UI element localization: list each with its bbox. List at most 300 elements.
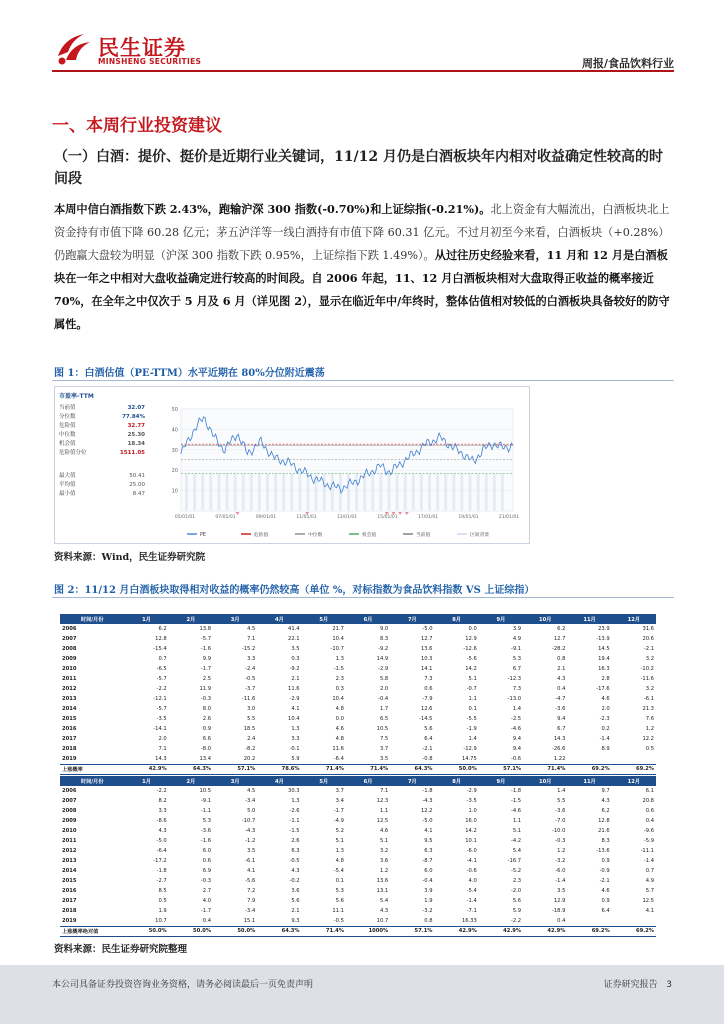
table-cell: 1.0: [468, 808, 477, 814]
table-cell: 9月: [479, 776, 523, 786]
table-row: [60, 866, 656, 876]
table-cell: -13.0: [507, 696, 522, 702]
table-cell: 0.9: [601, 898, 610, 904]
monthly-return-table-1: [60, 614, 656, 775]
table-cell: [612, 916, 656, 926]
table-cell: -2.4: [245, 666, 256, 672]
table-cell: -2.1: [643, 646, 654, 652]
table-cell: 14.3: [155, 755, 167, 762]
table-cell: 4.1: [247, 868, 256, 874]
background-band: [242, 474, 245, 511]
table-cell: 71.4%: [523, 764, 567, 774]
table-cell: 11月: [567, 776, 611, 786]
table-row: [60, 896, 656, 906]
table-cell: -17.2: [153, 858, 167, 864]
table-cell: 4.6: [601, 696, 610, 702]
chart-legend: [187, 531, 489, 538]
table-cell: 13.8: [199, 626, 212, 632]
row-label: 时间/月份: [60, 776, 124, 786]
table-cell: 12.6: [420, 706, 433, 712]
table-cell: 9月: [479, 614, 523, 624]
table-cell: 6.9: [202, 868, 212, 874]
table-cell: 8月: [435, 614, 479, 624]
table-cell: 9.7: [601, 788, 610, 794]
table-cell: 12.3: [376, 798, 389, 804]
row-label: 2013: [62, 696, 77, 702]
table-cell: 5.3: [335, 888, 344, 894]
paragraph-lead: 本周中信白酒指数下跌 2.43%，跑输沪深 300 指数(-0.70%)和上证综指(-0.21%)。: [54, 202, 491, 216]
table-cell: 6.2: [601, 808, 610, 814]
row-label: 2011: [62, 676, 77, 682]
table-cell: -4.3: [245, 828, 256, 834]
stat-value: 1511.05: [119, 450, 145, 456]
table-cell: 12.8: [598, 818, 610, 824]
table-cell: 3.2: [645, 656, 654, 662]
table-cell: 11.1: [332, 908, 344, 914]
table-cell: -7.9: [422, 696, 433, 702]
background-band: [388, 474, 391, 511]
table-row: [60, 886, 656, 896]
table-cell: 6.7: [557, 726, 566, 732]
page-header: [0, 0, 724, 76]
table-cell: -3.4: [245, 798, 256, 804]
background-band: [412, 474, 415, 511]
section-title: 一、本周行业投资建议: [52, 116, 222, 136]
table-cell: 64.3%: [169, 764, 213, 774]
table-cell: -0.6: [466, 868, 477, 874]
table-cell: 6.0: [424, 868, 433, 874]
table-cell: -12.3: [507, 676, 522, 682]
table-cell: -11.6: [640, 676, 654, 682]
table-cell: 3.6: [291, 888, 300, 894]
table-cell: -15.2: [241, 646, 256, 652]
table-cell: 1.1: [379, 808, 389, 814]
table-cell: 2.6: [202, 716, 212, 722]
y-tick-label: 40: [171, 427, 178, 434]
table-cell: -7.1: [466, 908, 477, 914]
table-cell: 5.1: [335, 838, 344, 844]
table-cell: 11.6: [332, 746, 344, 752]
table-cell: 57.1%: [390, 926, 434, 936]
subsection-title: （一）白酒：提价、挺价是近期行业关键词，11/12 月仍是白酒板块年内相对收益确定性较高的时间段: [54, 149, 663, 187]
table-cell: 4.1: [291, 706, 300, 712]
table-cell: -2.9: [378, 666, 389, 672]
table-row: [60, 876, 656, 886]
table-cell: 21.3: [642, 706, 654, 712]
table-cell: 0.2: [601, 726, 610, 732]
table-cell: 4.1: [645, 908, 654, 914]
table-cell: -1.6: [200, 646, 212, 652]
table-cell: -14.1: [153, 726, 167, 732]
table-cell: 10.5: [199, 788, 212, 794]
table-cell: -3.5: [156, 716, 167, 722]
table-cell: 5.6: [512, 898, 522, 904]
table-cell: 71.4%: [302, 926, 346, 936]
stat-value: 32.77: [127, 423, 145, 429]
table-cell: 69.2%: [612, 764, 656, 774]
stat-value: 25.00: [129, 482, 145, 488]
table-cell: 4.5: [247, 788, 256, 794]
table-cell: -5.4: [333, 868, 344, 874]
legend-label: 机会值: [362, 533, 377, 538]
row-label: 2017: [62, 736, 77, 742]
table-cell: -1.7: [200, 666, 212, 672]
table-cell: 13.4: [199, 755, 212, 762]
table-cell: -3.7: [245, 686, 256, 692]
stat-label: 最小值: [59, 491, 76, 497]
table-cell: 12.5: [376, 818, 389, 824]
row-label: 时间/月份: [60, 614, 124, 624]
table-cell: 10.7: [376, 917, 389, 924]
row-label: 2018: [62, 908, 77, 914]
stat-label: 危险值分位: [59, 450, 87, 456]
table-row: [60, 654, 656, 664]
table-cell: 0.0: [335, 716, 344, 722]
table-cell: 4.9: [645, 878, 654, 884]
table-row: [60, 856, 656, 866]
table-cell: 10.1: [465, 838, 477, 844]
table-cell: 2月: [169, 776, 213, 786]
table-cell: [612, 754, 656, 764]
table-cell: -8.0: [200, 746, 212, 752]
table-cell: 4.8: [335, 706, 344, 712]
background-band: [250, 474, 253, 511]
table-row: [60, 744, 656, 754]
table-cell: 14.1: [420, 666, 433, 672]
table-cell: 3.5: [379, 755, 389, 762]
table-cell: 30.3: [288, 788, 300, 794]
table-cell: 10.3: [420, 656, 433, 662]
table-cell: -0.4: [378, 696, 389, 702]
table-cell: 9.4: [557, 716, 566, 722]
background-band: [436, 474, 439, 511]
x-tick-label: 09/01/01: [255, 515, 277, 520]
table-cell: 0.9: [202, 726, 212, 732]
table-cell: 12.7: [420, 636, 433, 642]
monthly-return-table-2: [60, 776, 656, 937]
brand-name-cn: 民生证券: [98, 36, 186, 60]
table-cell: -4.9: [333, 818, 344, 824]
table-cell: 1.22: [553, 755, 566, 762]
table-cell: 50.0%: [213, 926, 257, 936]
event-marker: [398, 512, 402, 515]
table-cell: 50.0%: [169, 926, 213, 936]
table-cell: -2.2: [156, 686, 167, 692]
table-cell: 16.33: [461, 917, 477, 924]
table-cell: 5.5: [557, 798, 566, 804]
table-cell: 8月: [435, 776, 479, 786]
table-cell: 11.6: [288, 686, 300, 692]
figure2-caption: 图 2：11/12 月白酒板块取得相对收益的概率仍然较高（单位 %，对标指数为食品饮料指数 VS 上证综指）: [54, 585, 535, 596]
stats-panel: [59, 403, 145, 456]
x-tick-label: 15/01/01: [377, 515, 398, 520]
table-row: [60, 704, 656, 714]
table-cell: 6.3: [424, 848, 433, 854]
table-cell: 5.9: [512, 908, 522, 914]
stat-label: 中位数: [59, 432, 76, 438]
table-cell: 21.6: [598, 828, 610, 834]
table-cell: -1.7: [200, 908, 212, 914]
table-cell: -18.9: [551, 908, 566, 914]
table-cell: -0.6: [510, 755, 522, 762]
table-cell: 9.0: [379, 626, 389, 632]
stat-label: 当前值: [59, 405, 76, 411]
table-row: [60, 644, 656, 654]
row-label: 2007: [62, 798, 77, 804]
background-band: [298, 474, 301, 511]
table-cell: -1.8: [422, 788, 433, 794]
table-cell: 0.6: [645, 808, 654, 814]
table-cell: 12.7: [553, 636, 566, 642]
table-cell: -0.3: [200, 878, 212, 884]
page-footer: [0, 965, 724, 1024]
table-cell: -6.5: [156, 666, 167, 672]
table-cell: 8.0: [202, 706, 212, 712]
row-label: 2011: [62, 838, 77, 844]
table-cell: -3.5: [466, 798, 477, 804]
probability-row: [60, 764, 656, 774]
paragraph-body: 北上资金有大幅流出，白酒板块北上资金持有市值下降 60.28 亿元；茅五泸洋等一线白酒持有市值下降 60.31 亿元。不过月初至今来看，白酒板块（+0.28%）仍跑赢大盘较为明显（沪深 300 指数下跌 0.95%，上证综指下跌 1.49%）。: [54, 203, 670, 262]
table-cell: -15.4: [153, 646, 167, 652]
table-cell: -13.9: [596, 636, 610, 642]
background-band: [234, 474, 237, 511]
footer-disclaimer: 本公司具备证券投资咨询业务资格，请务必阅读最后一页免责声明: [52, 980, 314, 990]
table-cell: 6月: [346, 614, 390, 624]
table-cell: 12.5: [642, 898, 654, 904]
table-cell: -26.6: [551, 746, 566, 752]
table-cell: 14.75: [461, 755, 477, 762]
legend-label: 危险值: [254, 533, 269, 538]
table-cell: -4.3: [422, 798, 433, 804]
table-cell: -0.5: [333, 917, 344, 924]
x-tick-label: 19/01/01: [458, 515, 479, 520]
background-band: [493, 474, 496, 511]
table-cell: 1.2: [379, 868, 389, 874]
table-cell: -3.2: [422, 908, 433, 914]
x-tick-label: 07/01/01: [215, 515, 236, 520]
table-cell: -1.4: [643, 858, 654, 864]
row-label: 2015: [62, 878, 77, 884]
table-cell: 5月: [302, 776, 346, 786]
table-cell: 3.3: [247, 656, 256, 662]
table-cell: -4.2: [510, 838, 522, 844]
table-cell: 8.3: [379, 636, 389, 642]
background-band: [266, 474, 269, 511]
table-cell: 2.6: [291, 838, 300, 844]
table-cell: 0.9: [601, 858, 610, 864]
table-cell: 2.1: [291, 676, 300, 682]
table-cell: 0.7: [645, 868, 654, 874]
table-cell: -0.8: [422, 755, 433, 762]
background-band: [331, 474, 334, 511]
table-cell: 4.0: [468, 878, 477, 884]
table-cell: 3.9: [424, 888, 433, 894]
table-cell: -9.1: [200, 798, 212, 804]
table-cell: -12.9: [463, 746, 477, 752]
table-cell: -0.5: [245, 676, 256, 682]
row-label: 2019: [62, 917, 77, 924]
table-cell: 5.6: [424, 726, 433, 732]
table-cell: -11.1: [640, 848, 654, 854]
table-cell: 5.2: [335, 828, 344, 834]
table-cell: 9.9: [202, 656, 212, 662]
table-cell: 50.0%: [435, 764, 479, 774]
table-cell: 0.8: [424, 917, 433, 924]
x-tick-label: 21/01/01: [498, 515, 520, 520]
table-cell: 57.1%: [213, 764, 257, 774]
table-cell: 0.3: [335, 686, 344, 692]
table-cell: 42.9%: [124, 764, 168, 774]
table-cell: 0.1: [335, 878, 344, 884]
background-band: [501, 474, 504, 511]
table-cell: 7.1: [158, 746, 167, 752]
footer-report-label: 证券研究报告: [603, 980, 658, 990]
table-cell: 69.2%: [567, 926, 611, 936]
table-cell: -28.2: [551, 646, 566, 652]
table-cell: 42.9%: [435, 926, 479, 936]
table-cell: -9.6: [643, 828, 654, 834]
table-row: [60, 806, 656, 816]
x-tick-label: 11/01/01: [296, 515, 317, 520]
table-cell: 0.1: [468, 706, 477, 712]
table-cell: 4.3: [158, 828, 167, 834]
table-cell: 4.1: [424, 828, 433, 834]
table-cell: 5.4: [379, 898, 389, 904]
legend-label: 区间背景: [470, 533, 490, 538]
table-cell: 5.8: [379, 676, 389, 682]
table-cell: -3.6: [555, 808, 566, 814]
table-cell: -10.7: [241, 818, 256, 824]
table-cell: -2.7: [156, 878, 167, 884]
table-row: [60, 684, 656, 694]
table-cell: -4.6: [510, 726, 522, 732]
table-cell: 7.2: [247, 888, 256, 894]
background-band: [185, 474, 188, 511]
table-row: [60, 714, 656, 724]
background-band: [282, 474, 285, 511]
table-cell: 3.2: [379, 848, 389, 854]
table-cell: 3.7: [379, 746, 389, 752]
table-cell: 3.0: [247, 706, 256, 712]
table-cell: 3.4: [335, 798, 344, 804]
table-cell: -5.4: [466, 888, 477, 894]
table-cell: -6.1: [643, 696, 654, 702]
table-cell: 3.5: [247, 848, 256, 854]
table-cell: 57.1%: [479, 764, 523, 774]
table-cell: 12.8: [155, 636, 167, 642]
table-cell: 22.1: [288, 636, 300, 642]
table-row: [60, 634, 656, 644]
table-cell: -5.0: [422, 818, 433, 824]
table-cell: 2.7: [202, 888, 212, 894]
table-cell: 2.3: [335, 676, 344, 682]
table-cell: 6.4: [424, 736, 433, 742]
table-cell: 2.1: [557, 666, 566, 672]
table-cell: 20.2: [243, 755, 256, 762]
table-cell: 78.6%: [257, 764, 301, 774]
table-cell: -2.9: [466, 788, 477, 794]
table-cell: 10.4: [288, 716, 300, 722]
table-cell: 4.6: [335, 726, 344, 732]
figure1-caption: 图 1：白酒估值（PE-TTM）水平近期在 80%分位附近震荡: [54, 368, 325, 379]
stat-label: 机会值: [59, 441, 76, 447]
table-cell: 5.3: [512, 656, 522, 662]
table-cell: 4.8: [335, 858, 344, 864]
table-cell: -6.0: [555, 868, 566, 874]
table-cell: 4.6: [379, 828, 389, 834]
table-cell: 0.4: [202, 917, 212, 924]
table-cell: -2.3: [599, 716, 610, 722]
table-cell: -6.4: [333, 755, 344, 762]
table-cell: 16.3: [598, 666, 610, 672]
table-row: [60, 624, 656, 634]
table-cell: 7.5: [379, 736, 389, 742]
table-cell: 21.7: [332, 626, 344, 632]
table-cell: 13.6: [420, 646, 433, 652]
table-row: [60, 754, 656, 764]
table-cell: 3月: [213, 776, 257, 786]
table-cell: 4.3: [601, 798, 610, 804]
table-cell: -1.5: [289, 828, 300, 834]
background-band: [363, 474, 366, 511]
table-cell: 12月: [612, 614, 656, 624]
table-row: [60, 796, 656, 806]
table-cell: 1.3: [291, 798, 300, 804]
table-cell: -16.7: [507, 858, 522, 864]
pe-plot-area: [172, 407, 520, 520]
background-band: [404, 474, 407, 511]
table-row: [60, 906, 656, 916]
table-cell: 5.6: [291, 898, 300, 904]
table-cell: 9.3: [291, 917, 300, 924]
table-cell: -1.6: [200, 838, 212, 844]
table-cell: -2.2: [156, 788, 167, 794]
table-cell: 50.0%: [124, 926, 168, 936]
background-band: [193, 474, 196, 511]
background-band: [217, 474, 220, 511]
table-cell: 5.6: [335, 898, 344, 904]
table-cell: 13.6: [376, 878, 389, 884]
background-band: [420, 474, 423, 511]
table-cell: 4.8: [335, 736, 344, 742]
stat-label: 平均值: [59, 482, 76, 488]
legend-label: 当前值: [416, 533, 431, 538]
table-cell: 7.1: [379, 788, 389, 794]
table-row: [60, 846, 656, 856]
table-cell: 71.4%: [346, 764, 390, 774]
table-cell: 10.4: [332, 696, 344, 702]
row-label: 2018: [62, 746, 77, 752]
y-tick-label: 50: [171, 407, 178, 413]
table-cell: -6.1: [245, 858, 256, 864]
table-cell: 3.5: [291, 646, 300, 652]
table-cell: 3.6: [379, 858, 389, 864]
background-band: [274, 474, 277, 511]
x-tick-label: 05/01/01: [174, 515, 196, 520]
table-cell: 5.3: [202, 818, 212, 824]
table-cell: 3.9: [512, 626, 522, 632]
table-cell: 1.3: [335, 656, 344, 662]
table-cell: 9.5: [424, 838, 433, 844]
table-cell: -0.1: [289, 746, 300, 752]
table-cell: -3.4: [245, 908, 256, 914]
table-cell: -5.7: [156, 706, 167, 712]
table-cell: -6.0: [466, 848, 477, 854]
row-label: 2013: [62, 858, 77, 864]
table-cell: -5.9: [643, 838, 654, 844]
table-cell: 14.5: [598, 646, 610, 652]
table-cell: -2.5: [510, 716, 522, 722]
